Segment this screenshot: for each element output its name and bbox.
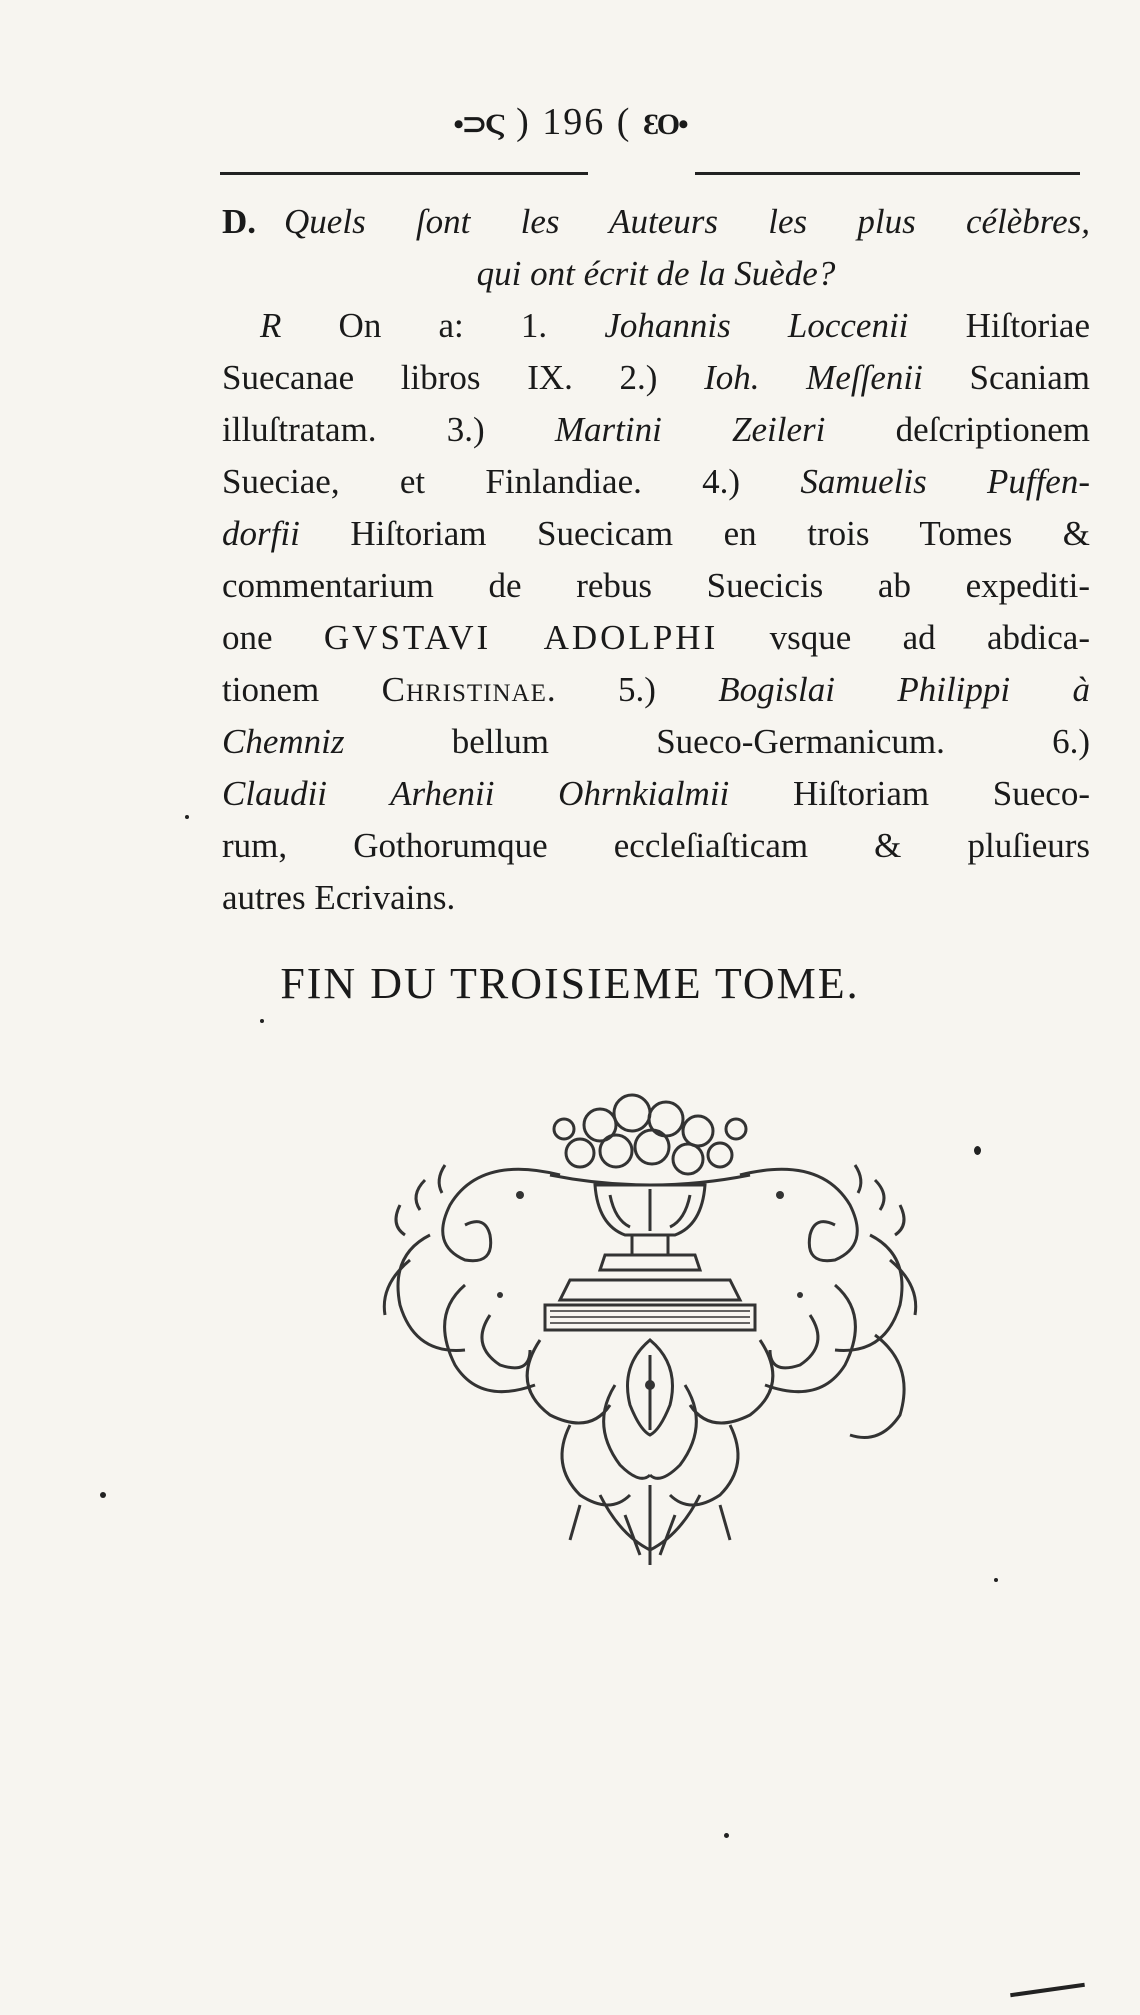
page-number: ) 196 ( (516, 101, 632, 143)
plinth (545, 1280, 755, 1330)
ink-speck (100, 1492, 106, 1498)
question-marker: D. (222, 202, 257, 241)
running-header (0, 100, 1140, 144)
answer-line: Chemniz bellum Sueco-Germanicum. 6.) (222, 722, 1090, 761)
ink-speck (260, 1019, 264, 1023)
body-text (222, 196, 1090, 924)
answer-line-last: autres Ecrivains. (222, 878, 456, 917)
left-ornament: •⊃Ϛ (453, 108, 505, 141)
answer-line: R On a: 1. Johannis Loccenii Hiſtoriae (260, 306, 1090, 345)
answer-line: one GVSTAVI ADOLPHI vsque ad abdica- (222, 618, 1090, 657)
answer-line: commentarium de rebus Suecicis ab expediti- (222, 566, 1090, 605)
header-rule-left (220, 172, 588, 175)
left-scrollwork (384, 1165, 610, 1423)
floral-vase-ornament (370, 1085, 930, 1570)
page-edge-mark (1010, 1983, 1085, 1997)
ink-speck (724, 1833, 729, 1838)
ink-speck (185, 815, 189, 819)
question-text-1: Quels ſont les Auteurs les plus célèbres, (284, 202, 1090, 241)
question-line-2: qui ont écrit de la Suède? (476, 254, 836, 293)
ink-speck (994, 1578, 998, 1582)
urn (595, 1185, 705, 1270)
answer-line: dorfii Hiſtoriam Suecicam en trois Tomes & (222, 514, 1090, 553)
answer-line: Suecanae libros IX. 2.) Ioh. Meſſenii Scaniam (222, 358, 1090, 397)
header-rule-right (695, 172, 1080, 175)
answer-line: tionem Christinae. 5.) Bogislai Philippi à (222, 670, 1091, 709)
answer-line: Sueciae, et Finlandiae. 4.) Samuelis Puffen- (222, 462, 1090, 501)
question-line-1 (222, 196, 1090, 248)
closing-title: FIN DU TROISIEME TOME. (280, 959, 860, 1008)
answer-line: rum, Gothorumque eccleſiaſticam & pluſieurs (222, 826, 1090, 865)
ink-speck (974, 1146, 981, 1155)
answer-line: illuſtratam. 3.) Martini Zeileri deſcriptionem (222, 410, 1090, 449)
right-ornament: ƐO• (642, 108, 687, 141)
center-acanthus (562, 1340, 738, 1565)
flower-bouquet (550, 1095, 750, 1185)
answer-line: Claudii Arhenii Ohrnkialmii Hiſtoriam Sueco- (222, 774, 1090, 813)
